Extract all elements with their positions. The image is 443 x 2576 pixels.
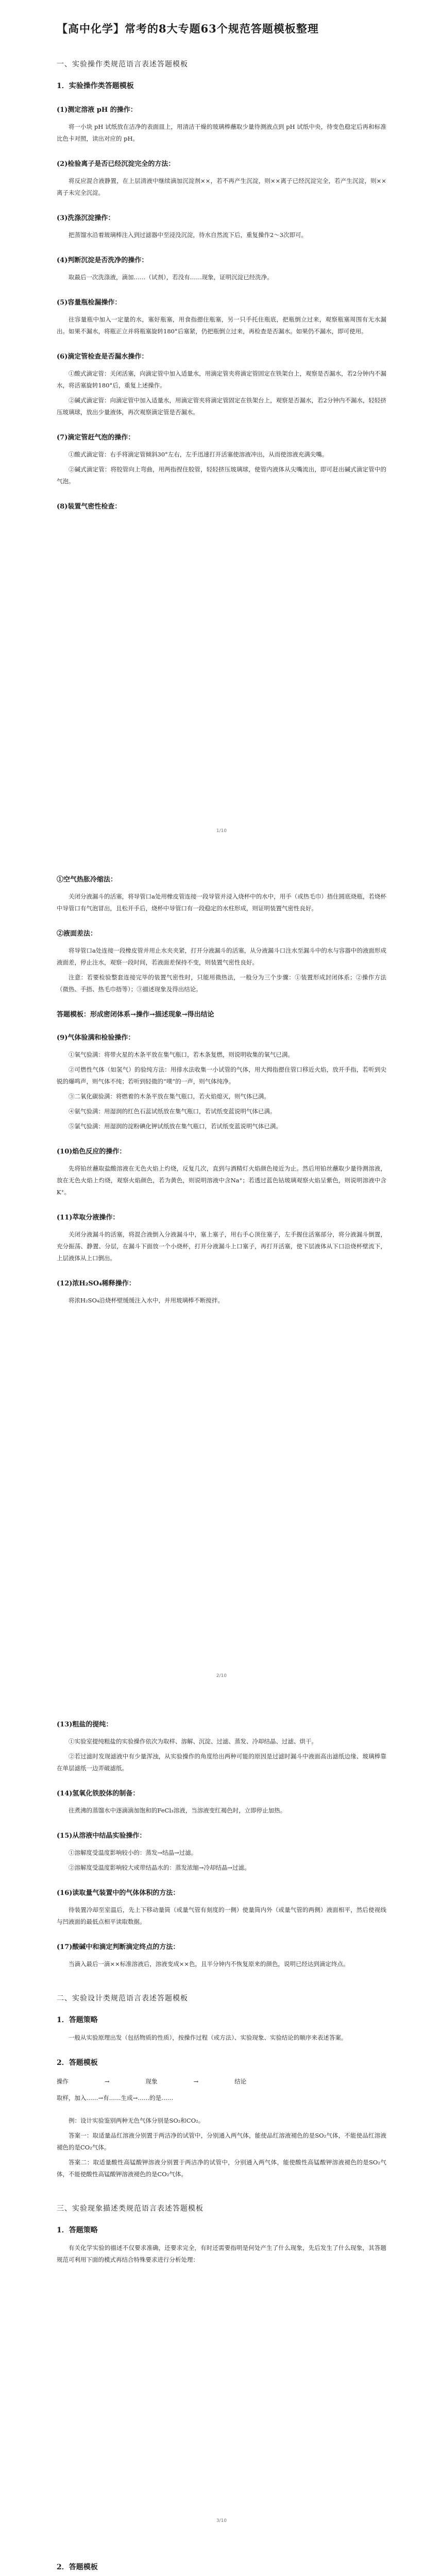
flow-arrow: → <box>193 2078 199 2085</box>
paragraph: 取最后一次洗涤液，滴加……（试剂），若没有……现象，证明沉淀已经洗净。 <box>69 274 273 281</box>
item-title: (4)判断沉淀是否洗净的操作： <box>57 257 148 264</box>
item-title: (13)粗盐的提纯： <box>57 1721 113 1728</box>
subsection-title: 1．答题策略 <box>57 2226 98 2234</box>
item-list <box>57 1719 386 1970</box>
paragraph: 关闭分液漏斗的活塞，将混合液倒入分液漏斗中，塞上塞子，用右手心顶住塞子，左手握住活塞部分，将分液漏斗倒置，充分振荡、静置、分层，在漏斗下面放一个小烧杯，打开分液漏斗上口塞子，再打开活塞，使下层液体从下口沿烧杯壁流下，上层液体从上口倒出。 <box>57 1231 386 1262</box>
paragraph: 将浓H₂SO₄沿烧杯壁缓缓注入水中，并用玻璃棒不断搅拌。 <box>69 1297 224 1304</box>
paragraph: ②若过滤时发现滤液中有少量浑浊，从实验操作的角度给出两种可能的原因是过滤时漏斗中液面高出滤纸边缘、玻璃棒靠在单层滤纸一边弄破滤纸。 <box>57 1753 386 1772</box>
item-title: (3)洗涤沉淀操作： <box>57 214 115 222</box>
item-title: (2)检验离子是否已经沉淀完全的方法： <box>57 160 175 168</box>
item-title: (9)气体验满和检验操作： <box>57 1034 135 1042</box>
paragraph: 先将铂丝蘸取盐酸溶液在无色火焰上灼烧，反复几次，直到与酒精灯火焰颜色接近为止。然后用铂丝蘸取少量待测溶液，放在无色火焰上灼烧，观察火焰颜色，若为黄色，则说明溶液中含Na⁺；若透过蓝色钴玻璃观察火焰呈紫色，则说明溶液中含K⁺。 <box>57 1165 386 1196</box>
item-title: (12)浓H₂SO₄稀释操作： <box>57 1280 135 1287</box>
paragraph: ③二氧化碳验满：将燃着的木条平放在集气瓶口，若火焰熄灭，则气体已满。 <box>69 1093 270 1100</box>
paragraph: ①酸式滴定管：右手将滴定管倾斜30°左右，左手迅速打开活塞使溶液冲出，从而使溶液充满尖嘴。 <box>69 451 328 458</box>
paragraph: 往煮沸的蒸馏水中逐滴滴加饱和的FeCl₃溶液，当溶液变红褐色时，立即停止加热。 <box>69 1807 286 1814</box>
paragraph: ②碱式滴定管：向滴定管中加入适量水，用滴定管夹将滴定管固定在铁架台上，观察是否漏水，若2分钟内不漏水，轻轻挤压玻璃球，放出少量液体，再次观察滴定管是否漏水。 <box>57 397 386 416</box>
paragraph: 有关化学实验的描述不仅要求准确，还要求完全，有时还需要指明是何处产生了什么现象，先后发生了什么现象，其答题规范可利用下面的模式再结合特殊要求进行分析处理： <box>57 2244 386 2263</box>
page-number: 3/10 <box>216 2518 227 2523</box>
item-title: (17)酸碱中和滴定判断滴定终点的方法： <box>57 1943 180 1951</box>
page-4 <box>0 2535 443 2576</box>
paragraph: ②碱式滴定管：将胶管向上弯曲，用两指捏住胶管，轻轻挤压玻璃球，使管内液体从尖嘴流出，即可赶出碱式滴定管中的气泡。 <box>57 466 386 485</box>
flow-step: 结论 <box>234 2078 247 2085</box>
page-1 <box>0 0 443 845</box>
paragraph: ②可燃性气体（如氢气）的验纯方法：用排水法收集一小试管的气体，用大拇指摁住管口移近火焰，放开手指，若听到尖锐的爆鸣声，则气体不纯；若听到轻微的“噗”的一声，则气体纯净。 <box>57 1066 386 1085</box>
subsection-title: 2．答题模板 <box>57 2563 98 2571</box>
paragraph: 将反应混合液静置，在上层清液中继续滴加沉淀剂××，若不再产生沉淀，则××离子已经沉淀完全，若产生沉淀，则××离子未完全沉淀。 <box>57 177 386 196</box>
item-title: ①空气热胀冷缩法： <box>57 876 117 884</box>
flow-row <box>57 2091 386 2105</box>
paragraph: 待装置冷却至室温后，先上下移动量筒（或量气管有刻度的一侧）使量筒内外（或量气管的两侧）液面相平，然后使视线与凹液面的最低点相平读取数据。 <box>57 1906 386 1925</box>
item-list <box>57 874 386 1307</box>
example-answer: 答案一：取适量品红溶液分别置于两洁净的试管中，分别通入两气体，能使品红溶液褪色的是SO₂气体，不能使品红溶液褪色的是CO₂气体。 <box>57 2132 386 2151</box>
flow-step: 操作 <box>57 2078 69 2085</box>
paragraph: ④氨气验满：用湿润的红色石蕊试纸放在集气瓶口，若试纸变蓝说明气体已满。 <box>69 1108 276 1115</box>
example-answer: 答案二：取适量酸性高锰酸钾溶液分别置于两洁净的试管中，分别通入两气体，能使酸性高锰酸钾溶液褪色的是SO₂气体，不能使酸性高锰酸钾溶液褪色的是CO₂气体。 <box>57 2159 386 2178</box>
paragraph: 将导管口a处连接一段橡皮管并用止水夹夹紧，打开分液漏斗的活塞，从分液漏斗口注水至漏斗中的水与容器中的液面形成液面差，停止注水，观察一段时间，若液面差保持不变，则装置气密性良好。 <box>57 947 386 966</box>
item-title: (15)从溶液中结晶实验操作： <box>57 1832 146 1840</box>
item-list <box>57 104 386 511</box>
item-title: (5)容量瓶检漏操作： <box>57 299 122 307</box>
flow-arrow: → <box>105 2078 110 2085</box>
paragraph: 注意：若要检验整套连接完毕的装置气密性时，只能用微热法，一般分为三个步骤：①装置形成封闭体系；②操作方法（微热、手捂、热毛巾捂等）；③描述现象及得出结论。 <box>57 974 386 993</box>
paragraph: ②溶解度受温度影响较大或带结晶水的：蒸发浓缩→冷却结晶→过滤。 <box>69 1864 250 1871</box>
section-title: 一、实验操作类规范语言表述答题模板 <box>57 60 188 69</box>
item-title: (7)滴定管赶气泡的操作： <box>57 434 135 442</box>
paragraph: ①溶解度受温度影响较小的：蒸发→结晶→过滤。 <box>69 1849 197 1856</box>
document-title: 【高中化学】常考的8大专题63个规范答题模板整理 <box>57 22 319 35</box>
paragraph: 往容量瓶中加入一定量的水，塞好瓶塞，用食指摁住瓶塞，另一只手托住瓶底，把瓶倒立过来，观察瓶塞周围有无水漏出。如果不漏水，将瓶正立并将瓶塞旋转180°后塞紧，仍把瓶倒立过来，再检查是否漏水。如果仍不漏水，即可使用。 <box>57 316 386 335</box>
section-title: 三、实验现象描述类规范语言表述答题模板 <box>57 2205 203 2213</box>
page-3 <box>0 1690 443 2535</box>
item-title: (14)氢氧化铁胶体的制备： <box>57 1790 140 1798</box>
paragraph: 当滴入最后一滴××标准溶液后，溶液变成××色，且半分钟内不恢复原来的颜色，说明已经达到滴定终点。 <box>69 1960 349 1968</box>
paragraph: ①实验室提纯粗盐的实验操作依次为取样、溶解、沉淀、过滤、蒸发、冷却结晶、过滤、烘干。 <box>69 1738 317 1745</box>
page-number: 2/10 <box>216 1673 227 1679</box>
paragraph: 将一小块 pH 试纸放在洁净的表面皿上，用清洁干燥的玻璃棒蘸取少量待测液点到 pH 试纸中央，待变色稳定后再和标准比色卡对照，读出对应的 pH。 <box>57 123 386 142</box>
item-title: (16)读取量气装置中的气体体积的方法： <box>57 1889 180 1897</box>
subsection-title: 2．答题模板 <box>57 2059 98 2067</box>
paragraph: ⑤氯气验满：用湿润的淀粉碘化钾试纸放在集气瓶口，若试纸变蓝说明气体已满。 <box>69 1123 282 1130</box>
subsection-title: 1．答题策略 <box>57 2016 98 2024</box>
subsection-title: 1．实验操作类答题模板 <box>57 82 134 90</box>
item-title: (11)萃取分液操作： <box>57 1214 120 1222</box>
page-2 <box>0 845 443 1690</box>
flow-step: 现象 <box>145 2078 158 2085</box>
paragraph: ①酸式滴定管：关闭活塞，向滴定管中加入适量水，用滴定管夹将滴定管固定在铁架台上，观察是否漏水，若2分钟内不漏水，将活塞旋转180°后，重复上述操作。 <box>57 370 386 389</box>
paragraph: ①氧气验满：将带火星的木条平放在集气瓶口，若木条复燃，则说明收集的氧气已满。 <box>69 1051 294 1058</box>
item-title: (1)测定溶液 pH 的操作： <box>57 106 137 114</box>
item-title: 答题模板：形成密闭体系→操作→描述现象→得出结论 <box>57 1011 214 1019</box>
paragraph: 关闭分液漏斗的活塞，将导管口a处用橡皮管连接一段导管并浸入烧杯中的水中，用手（或热毛巾）捂住圆底烧瓶，若烧杯中导管口有气泡冒出，且松开手后，烧杯中导管口有一段稳定的水柱形成，则证明装置气密性良好。 <box>57 893 386 912</box>
page-number: 1/10 <box>216 828 227 834</box>
item-title: (10)焰色反应的操作： <box>57 1148 126 1156</box>
flow-text: 取样，加入……→有……生成→……的是…… <box>57 2094 174 2102</box>
paragraph: 把蒸馏水沿着玻璃棒注入到过滤器中至浸没沉淀，待水自然流下后，重复操作2～3次即可。 <box>69 231 308 239</box>
flow-row <box>57 2075 386 2088</box>
section-title: 二、实验设计类规范语言表述答题模板 <box>57 1994 188 2003</box>
item-title: ②液面差法： <box>57 930 97 938</box>
paragraph: 一般从实验原理出发（包括物质的性质），按操作过程（或方法）、实验现象、实验结论的顺序来表述答案。 <box>69 2034 347 2041</box>
item-title: (8)装置气密性检查： <box>57 503 122 511</box>
item-title: (6)滴定管检查是否漏水操作： <box>57 353 148 361</box>
example-title: 例：设计实验鉴别两种无色气体分别是SO₂和CO₂。 <box>69 2117 205 2124</box>
